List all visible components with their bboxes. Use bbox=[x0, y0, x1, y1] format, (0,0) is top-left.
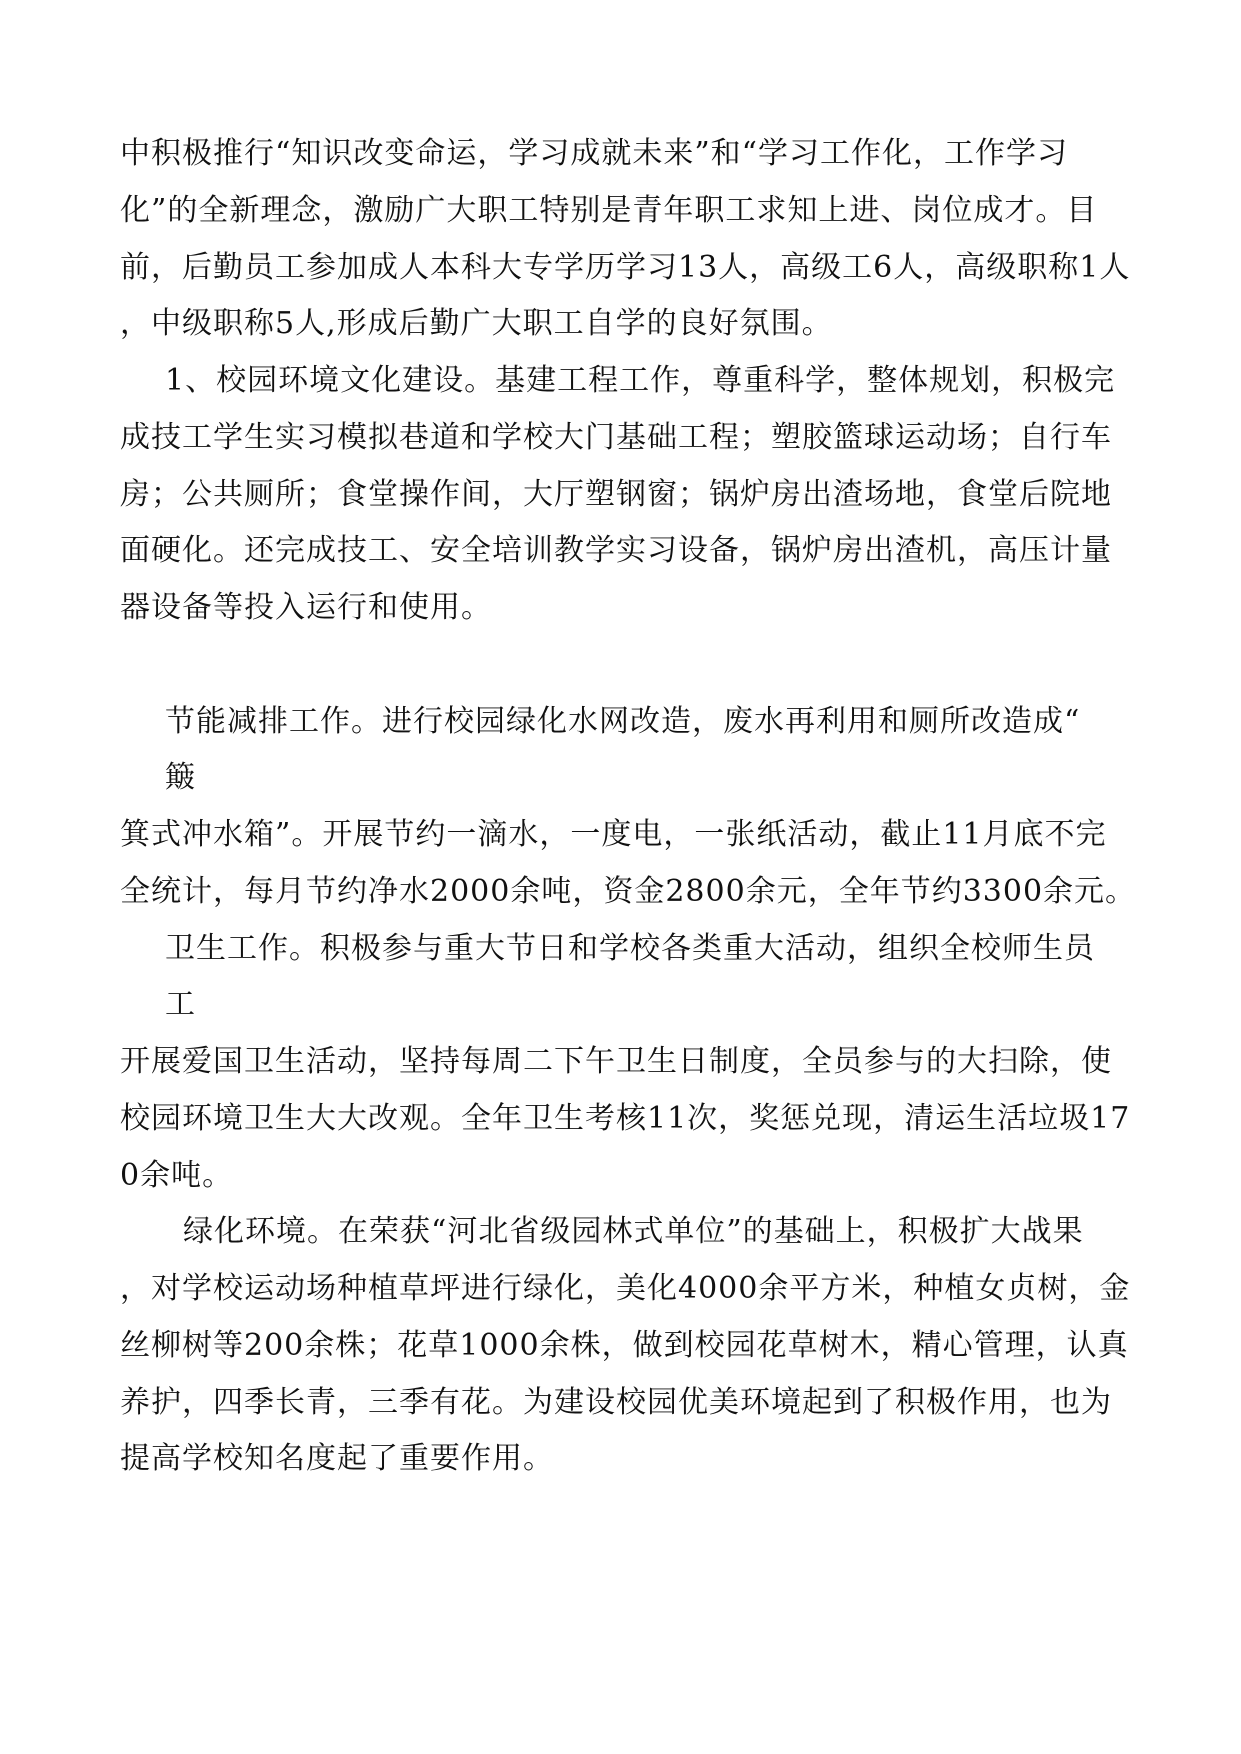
text-line: 面硬化。还完成技工、安全培训教学实习设备，锅炉房出渣机，高压计量 bbox=[120, 533, 1112, 568]
text-line: 成技工学生实习模拟巷道和学校大门基础工程；塑胶篮球运动场；自行车 bbox=[120, 420, 1112, 455]
text-line: 开展爱国卫生活动，坚持每周二下午卫生日制度，全员参与的大扫除，使 bbox=[120, 1044, 1112, 1079]
text-line: 房；公共厕所；食堂操作间，大厅塑钢窗；锅炉房出渣场地，食堂后院地 bbox=[120, 477, 1112, 512]
text-line: 丝柳树等200余株；花草1000余株，做到校园花草树木，精心管理，认真 bbox=[120, 1328, 1129, 1363]
paragraph-start-line: 卫生工作。积极参与重大节日和学校各类重大活动，组织全校师生员 bbox=[165, 931, 1095, 966]
paragraph-start-line: 绿化环境。在荣获“河北省级园林式单位”的基础上，积极扩大战果 bbox=[183, 1214, 1084, 1249]
text-line: 簸 bbox=[165, 760, 196, 795]
text-line: ，对学校运动场种植草坪进行绿化，美化4000余平方米，种植女贞树，金 bbox=[120, 1271, 1131, 1306]
text-line: 化”的全新理念，激励广大职工特别是青年职工求知上进、岗位成才。目 bbox=[120, 193, 1098, 228]
text-line: 中积极推行“知识改变命运，学习成就未来”和“学习工作化，工作学习 bbox=[120, 136, 1069, 171]
text-line: 0余吨。 bbox=[120, 1158, 234, 1193]
text-line: 前，后勤员工参加成人本科大专学历学习13人，高级工6人，高级职称1人 bbox=[120, 250, 1131, 285]
text-line: 养护，四季长青，三季有花。为建设校园优美环境起到了积极作用，也为 bbox=[120, 1385, 1112, 1420]
text-line: 箕式冲水箱”。开展节约一滴水，一度电，一张纸活动，截止11月底不完 bbox=[120, 817, 1107, 852]
text-line: 器设备等投入运行和使用。 bbox=[120, 590, 492, 625]
text-line: 工 bbox=[165, 987, 196, 1022]
text-line: 全统计，每月节约净水2000余吨，资金2800余元，全年节约3300余元。 bbox=[120, 874, 1137, 909]
paragraph-start-line: 节能减排工作。进行校园绿化水网改造，废水再利用和厕所改造成“ bbox=[165, 704, 1081, 739]
text-line: ，中级职称5人,形成后勤广大职工自学的良好氛围。 bbox=[120, 306, 833, 341]
text-line: 校园环境卫生大大改观。全年卫生考核11次，奖惩兑现，清运生活垃圾17 bbox=[120, 1101, 1131, 1136]
paragraph-start-line: 1、校园环境文化建设。基建工程工作，尊重科学，整体规划，积极完 bbox=[165, 363, 1116, 398]
text-line: 提高学校知名度起了重要作用。 bbox=[120, 1441, 554, 1476]
